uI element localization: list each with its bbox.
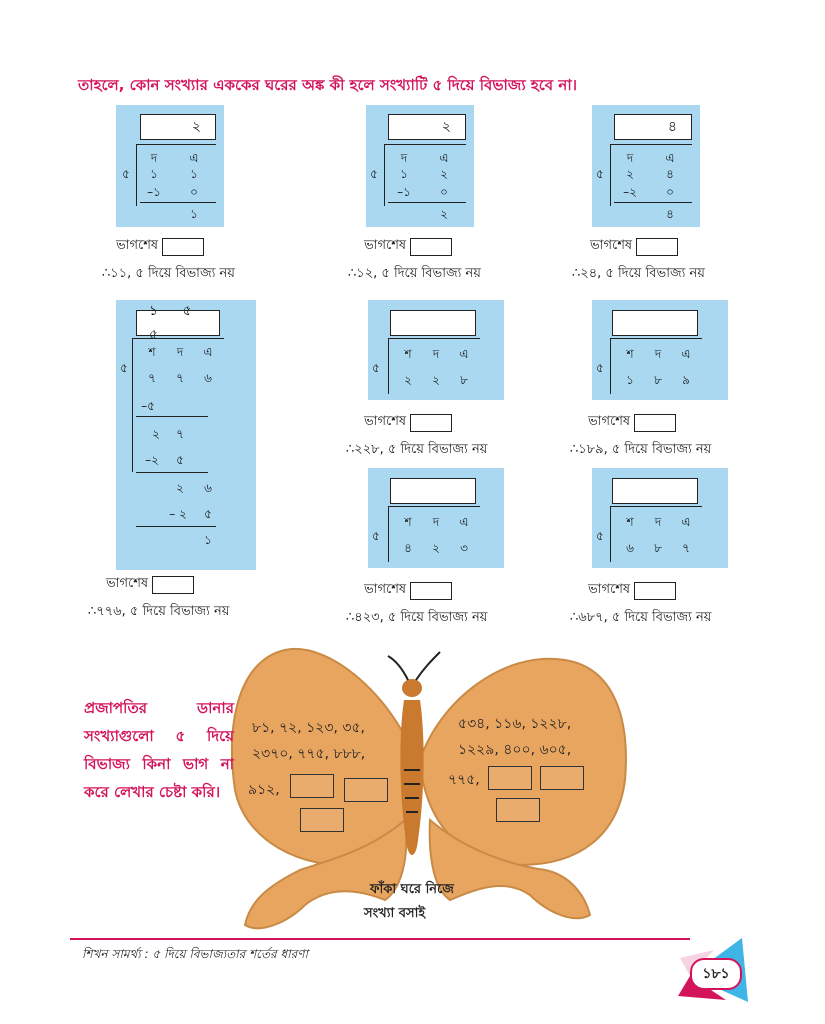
caption-line-2: সংখ্যা বসাই [364, 906, 426, 921]
conclusion: ∴৭৭৬, ৫ দিয়ে বিভাজ্য নয় [88, 604, 230, 619]
page-number: ১৮১ [690, 958, 742, 990]
divisor: ৫ [372, 361, 380, 375]
digit: ৪ [404, 541, 412, 555]
conclusion: ∴৪২৩, ৫ দিয়ে বিভাজ্য নয় [346, 610, 488, 625]
remainder-label: ভাগশেষ [588, 582, 631, 597]
header-tens: দ [654, 347, 662, 361]
digit: ১ [150, 167, 158, 181]
left-wing-line-3: ৯১২, [248, 782, 280, 798]
digit: ৯ [682, 373, 690, 387]
remainder-label: ভাগশেষ [364, 582, 407, 597]
right-wing-blank-1[interactable] [488, 766, 532, 790]
digit: ২ [432, 373, 440, 387]
digit: ০ [440, 185, 448, 199]
remainder-digit: ২ [440, 207, 448, 221]
digit: – ২ [169, 507, 187, 521]
digit: ৮ [460, 373, 468, 387]
butterfly-head [402, 679, 422, 697]
digit: ৬ [626, 541, 634, 555]
right-wing-line-3: ৭৭৫, [448, 772, 480, 788]
right-wing-line-2: ১২২৯, ৪০০, ৬০৫, [458, 742, 572, 758]
header-ones: এ [439, 151, 449, 165]
header-tens: দ [626, 151, 634, 165]
right-wing-blank-3[interactable] [496, 798, 540, 822]
digit: –১ [147, 185, 161, 199]
header-ones: এ [203, 345, 213, 359]
quotient-box: ২ [388, 114, 466, 140]
header-tens: দ [176, 345, 184, 359]
remainder-label: ভাগশেষ [364, 238, 407, 253]
left-wing-blank-1[interactable] [290, 774, 334, 798]
digit: ২ [404, 373, 412, 387]
digit: ২ [152, 427, 160, 441]
digit: –১ [397, 185, 411, 199]
header-ones: এ [681, 515, 691, 529]
quotient-box: ১ ৫ ৫ [136, 310, 220, 336]
digit: ৪ [666, 167, 674, 181]
digit: ৭ [148, 371, 156, 385]
learning-outcome: শিখন সামর্থ্য : ৫ দিয়ে বিভাজ্যতার শর্তের ধারণা [82, 947, 308, 961]
digit: ৮ [654, 541, 662, 555]
digit: ২ [432, 541, 440, 555]
header-hundreds: শ [626, 515, 634, 529]
remainder-digit: ৪ [666, 207, 674, 221]
divisor: ৫ [596, 529, 604, 543]
left-wing-blank-2[interactable] [344, 778, 388, 802]
left-wing-line-2: ২৩৭০, ৭৭৫, ৮৮৮, [252, 746, 366, 762]
digit: ৫ [204, 507, 212, 521]
header-hundreds: শ [404, 347, 412, 361]
header-ones: এ [189, 151, 199, 165]
digit: ৭ [682, 541, 690, 555]
digit: ৩ [460, 541, 468, 555]
right-wing-blank-2[interactable] [540, 766, 584, 790]
digit: –২ [145, 453, 159, 467]
divisor: ৫ [122, 167, 130, 181]
header-ones: এ [459, 515, 469, 529]
digit: ৬ [204, 481, 212, 495]
digit: ০ [190, 185, 198, 199]
digit: ০ [666, 185, 674, 199]
digit: ১ [190, 167, 198, 181]
quotient-box: ২ [140, 114, 216, 140]
remainder-label: ভাগশেষ [116, 238, 159, 253]
digit: ২ [440, 167, 448, 181]
header-tens: দ [432, 515, 440, 529]
conclusion: ∴১২, ৫ দিয়ে বিভাজ্য নয় [348, 266, 481, 281]
remainder-digit: ১ [204, 533, 212, 547]
conclusion: ∴১১, ৫ দিয়ে বিভাজ্য নয় [102, 266, 235, 281]
header-ones: এ [681, 347, 691, 361]
left-wing-line-1: ৮১, ৭২, ১২৩, ৩৫, [252, 720, 366, 736]
conclusion: ∴১৮৯, ৫ দিয়ে বিভাজ্য নয় [570, 442, 712, 457]
page-heading: তাহলে, কোন সংখ্যার এককের ঘরের অঙ্ক কী হলে সংখ্যাটি ৫ দিয়ে বিভাজ্য হবে না। [78, 76, 578, 94]
remainder-label: ভাগশেষ [106, 576, 149, 591]
conclusion: ∴২৪, ৫ দিয়ে বিভাজ্য নয় [572, 266, 705, 281]
divisor: ৫ [372, 529, 380, 543]
digit: ৫ [176, 453, 184, 467]
header-ones: এ [665, 151, 675, 165]
header-tens: দ [400, 151, 408, 165]
divisor: ৫ [370, 167, 378, 181]
header-ones: এ [459, 347, 469, 361]
conclusion: ∴৬৮৭, ৫ দিয়ে বিভাজ্য নয় [570, 610, 712, 625]
digit: ২ [176, 481, 184, 495]
caption-line-1: ফাঁকা ঘরে নিজে [370, 882, 454, 897]
header-tens: দ [150, 151, 158, 165]
digit: –২ [623, 185, 637, 199]
left-wing-blank-3[interactable] [300, 808, 344, 832]
digit: –৫ [141, 399, 155, 413]
header-hundreds: শ [148, 345, 156, 359]
right-wing-line-1: ৫৩৪, ১১৬, ১২২৮, [458, 716, 572, 732]
header-hundreds: শ [626, 347, 634, 361]
divisor: ৫ [120, 361, 128, 375]
divisor: ৫ [596, 167, 604, 181]
left-antenna [388, 656, 408, 680]
remainder-label: ভাগশেষ [364, 414, 407, 429]
butterfly-instruction: প্রজাপতির ডানার সংখ্যাগুলো ৫ দিয়ে বিভাজ্য কিনা ভাগ না করে লেখার চেষ্টা করি। [84, 699, 234, 801]
remainder-digit: ১ [190, 207, 198, 221]
digit: ১ [400, 167, 408, 181]
digit: ২ [626, 167, 634, 181]
right-antenna [416, 652, 440, 680]
divisor: ৫ [596, 361, 604, 375]
digit: ৭ [176, 371, 184, 385]
remainder-label: ভাগশেষ [590, 238, 633, 253]
footer-divider [70, 938, 690, 940]
quotient-box: ৪ [614, 114, 692, 140]
header-tens: দ [432, 347, 440, 361]
digit: ৮ [654, 373, 662, 387]
digit: ৬ [204, 371, 212, 385]
header-hundreds: শ [404, 515, 412, 529]
remainder-label: ভাগশেষ [588, 414, 631, 429]
header-tens: দ [654, 515, 662, 529]
digit: ৭ [176, 427, 184, 441]
digit: ১ [626, 373, 634, 387]
conclusion: ∴২২৮, ৫ দিয়ে বিভাজ্য নয় [346, 442, 488, 457]
